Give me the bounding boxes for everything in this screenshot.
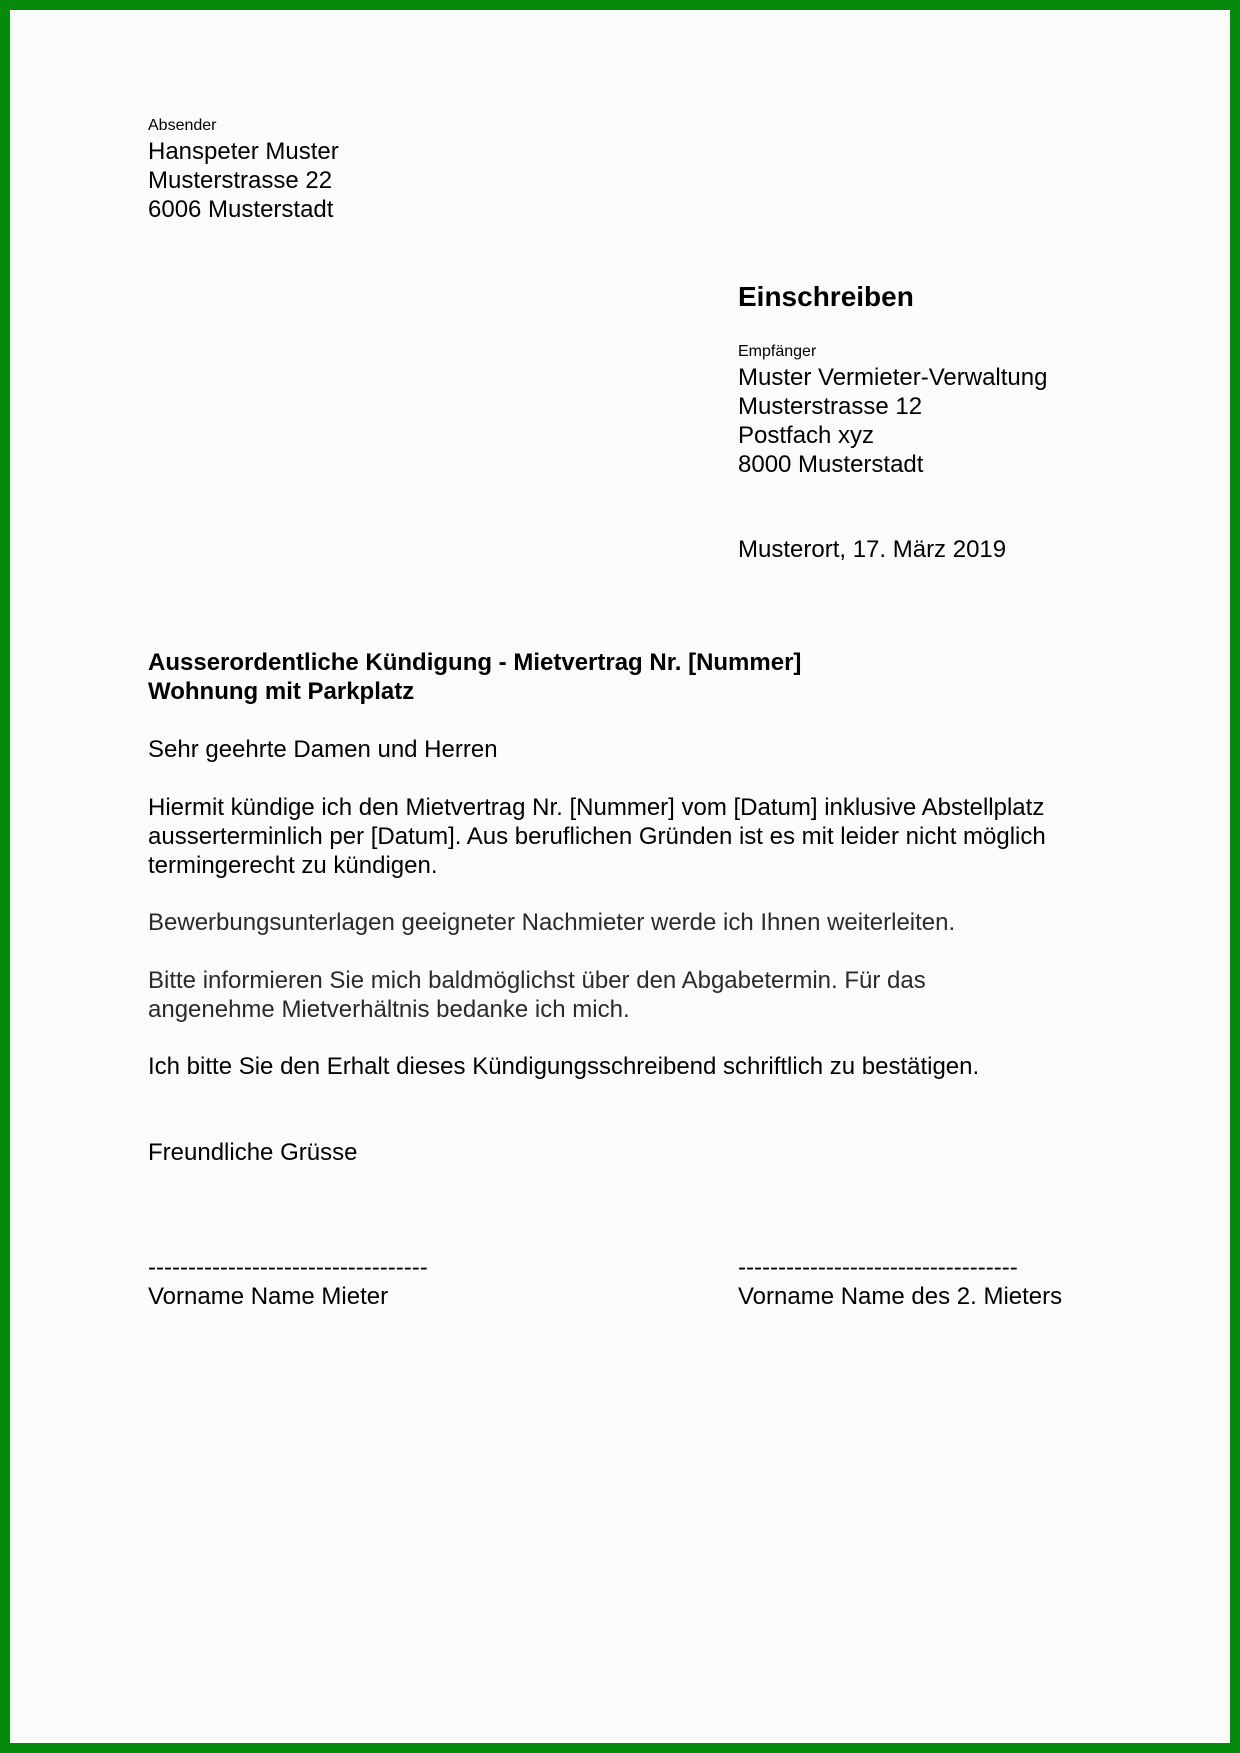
letter-page [10,10,1230,1743]
signature-right [738,1253,1062,1311]
paragraph-3 [148,966,926,1024]
signature-line-right: ----------------------------------- [738,1254,1018,1281]
signature-name-right: Vorname Name des 2. Mieters [738,1283,1063,1310]
sender-name: Hanspeter Muster [148,138,339,165]
paragraph-3-line-1: Bitte informieren Sie mich baldmöglichst über den Abgabetermin. Für das [148,967,926,994]
sender-label: Absender [148,117,217,134]
sender-street: Musterstrasse 22 [148,167,333,194]
subject-block [148,648,801,706]
recipient-block [738,342,1047,479]
paragraph-3-line-2: angenehme Mietverhältnis bedanke ich mich. [148,996,630,1023]
paragraph-2: Bewerbungsunterlagen geeigneter Nachmieter werde ich Ihnen weiterleiten. [148,909,956,936]
salutation: Sehr geehrte Damen und Herren [148,736,498,763]
recipient-pobox: Postfach xyz [738,422,875,449]
subject-line-2: Wohnung mit Parkplatz [148,678,415,705]
recipient-label: Empfänger [738,343,817,360]
paragraph-1-line-2: ausserterminlich per [Datum]. Aus beruflichen Gründen ist es mit leider nicht möglich [148,823,1046,850]
subject-line-1: Ausserordentliche Kündigung - Mietvertrag Nr. [Nummer] [148,649,802,676]
sender-city: 6006 Musterstadt [148,196,334,223]
sender-block [148,116,339,224]
paragraph-1-line-1: Hiermit kündige ich den Mietvertrag Nr. [Nummer] vom [Datum] inklusive Abstellplatz [148,794,1045,821]
delivery-type-heading: Einschreiben [738,281,914,312]
recipient-street: Musterstrasse 12 [738,393,923,420]
signature-left [148,1253,428,1311]
signature-name-left: Vorname Name Mieter [148,1283,389,1310]
closing: Freundliche Grüsse [148,1139,358,1166]
signature-line-left: ----------------------------------- [148,1254,428,1281]
recipient-city: 8000 Musterstadt [738,451,924,478]
paragraph-1-line-3: termingerecht zu kündigen. [148,852,438,879]
date-line: Musterort, 17. März 2019 [738,536,1007,563]
recipient-name: Muster Vermieter-Verwaltung [738,364,1048,391]
paragraph-4: Ich bitte Sie den Erhalt dieses Kündigungsschreibend schriftlich zu bestätigen. [148,1053,980,1080]
paragraph-1 [148,793,1046,880]
